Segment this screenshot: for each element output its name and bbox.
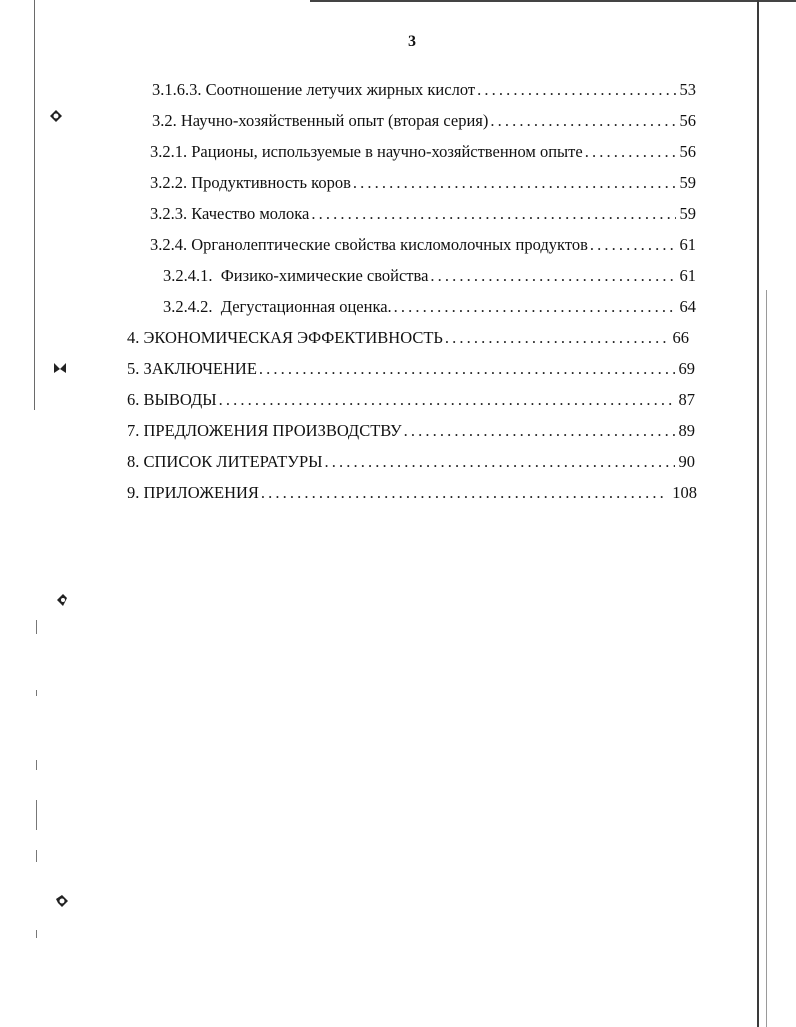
toc-title: Научно-хозяйственный опыт (вторая серия) (180, 111, 489, 130)
toc-title: ВЫВОДЫ (143, 390, 217, 409)
toc-page: 59 (679, 173, 696, 192)
toc-leader (394, 296, 676, 318)
toc-number: 3.2.4.1. (163, 266, 213, 285)
toc-title: Дегустационная оценка. (220, 297, 392, 316)
toc-page: 59 (679, 204, 696, 223)
toc-title: Физико-химические свойства (220, 266, 429, 285)
scan-edge-left (34, 0, 35, 410)
toc-leader (490, 110, 675, 132)
toc-leader (585, 141, 676, 163)
toc-title: Качество молока (191, 204, 310, 223)
toc-entry (150, 172, 696, 194)
binding-hole-mark (52, 360, 68, 376)
scan-speck (36, 760, 37, 770)
toc-leader (311, 203, 675, 225)
toc-entry (127, 482, 697, 504)
toc-title: Рационы, используемые в научно-хозяйственном опыте (191, 142, 583, 161)
toc-number: 7. (127, 421, 140, 440)
scan-edge-right-faint (766, 290, 767, 1027)
toc-leader (219, 389, 675, 411)
toc-number: 6. (127, 390, 140, 409)
toc-number: 3.1.6.3. (152, 80, 202, 99)
scan-edge-top (310, 0, 796, 2)
toc-entry (152, 110, 696, 132)
toc-page: 53 (679, 80, 696, 99)
toc-title: ПРИЛОЖЕНИЯ (143, 483, 259, 502)
toc-title: СПИСОК ЛИТЕРАТУРЫ (143, 452, 323, 471)
toc-title: Органолептические свойства кисломолочных продуктов (191, 235, 588, 254)
binding-hole-mark (54, 893, 70, 909)
toc-number: 8. (127, 452, 140, 471)
toc-entry (127, 451, 695, 473)
toc-leader (590, 234, 676, 256)
toc-page: 69 (678, 359, 695, 378)
toc-number: 3.2.4. (150, 235, 188, 254)
toc-number: 4. (127, 328, 140, 347)
toc-entry (127, 389, 695, 411)
scan-speck (36, 690, 37, 696)
scan-speck (36, 800, 37, 830)
toc-leader (445, 327, 669, 349)
toc-page: 87 (678, 390, 695, 409)
toc-entry (127, 358, 695, 380)
toc-page: 61 (679, 266, 696, 285)
toc-entry (150, 234, 696, 256)
toc-title: ЭКОНОМИЧЕСКАЯ ЭФФЕКТИВНОСТЬ (143, 328, 443, 347)
toc-title: ЗАКЛЮЧЕНИЕ (143, 359, 257, 378)
toc-entry (127, 420, 695, 442)
toc-page: 56 (679, 142, 696, 161)
toc-entry (163, 296, 696, 318)
toc-number: 3.2. (152, 111, 177, 130)
toc-number: 9. (127, 483, 140, 502)
toc-number: 3.2.2. (150, 173, 188, 192)
toc-entry (127, 327, 689, 349)
binding-hole-mark (54, 592, 70, 608)
toc-title: Продуктивность коров (191, 173, 351, 192)
toc-page: 64 (679, 297, 696, 316)
toc-number: 5. (127, 359, 140, 378)
toc-number: 3.2.1. (150, 142, 188, 161)
toc-page: 90 (678, 452, 695, 471)
toc-leader (353, 172, 676, 194)
binding-hole-mark (48, 108, 64, 124)
toc-page: 89 (678, 421, 695, 440)
toc-title: Соотношение летучих жирных кислот (205, 80, 476, 99)
toc-page: 66 (672, 328, 689, 347)
toc-number: 3.2.3. (150, 204, 188, 223)
toc-entry (163, 265, 696, 287)
scan-speck (36, 930, 37, 938)
toc-number: 3.2.4.2. (163, 297, 213, 316)
toc-leader (404, 420, 675, 442)
toc-page: 56 (679, 111, 696, 130)
toc-leader (261, 482, 668, 504)
toc-leader (325, 451, 675, 473)
scan-edge-right (757, 0, 759, 1027)
page-number: 3 (408, 33, 416, 50)
toc-page: 108 (672, 483, 697, 502)
toc-entry (150, 141, 696, 163)
toc-leader (477, 79, 675, 101)
toc-page: 61 (679, 235, 696, 254)
scan-speck (36, 620, 37, 634)
scan-speck (36, 850, 37, 862)
toc-entry (152, 79, 696, 101)
toc-leader (430, 265, 675, 287)
toc-leader (259, 358, 675, 380)
toc-entry (150, 203, 696, 225)
toc-title: ПРЕДЛОЖЕНИЯ ПРОИЗВОДСТВУ (143, 421, 402, 440)
